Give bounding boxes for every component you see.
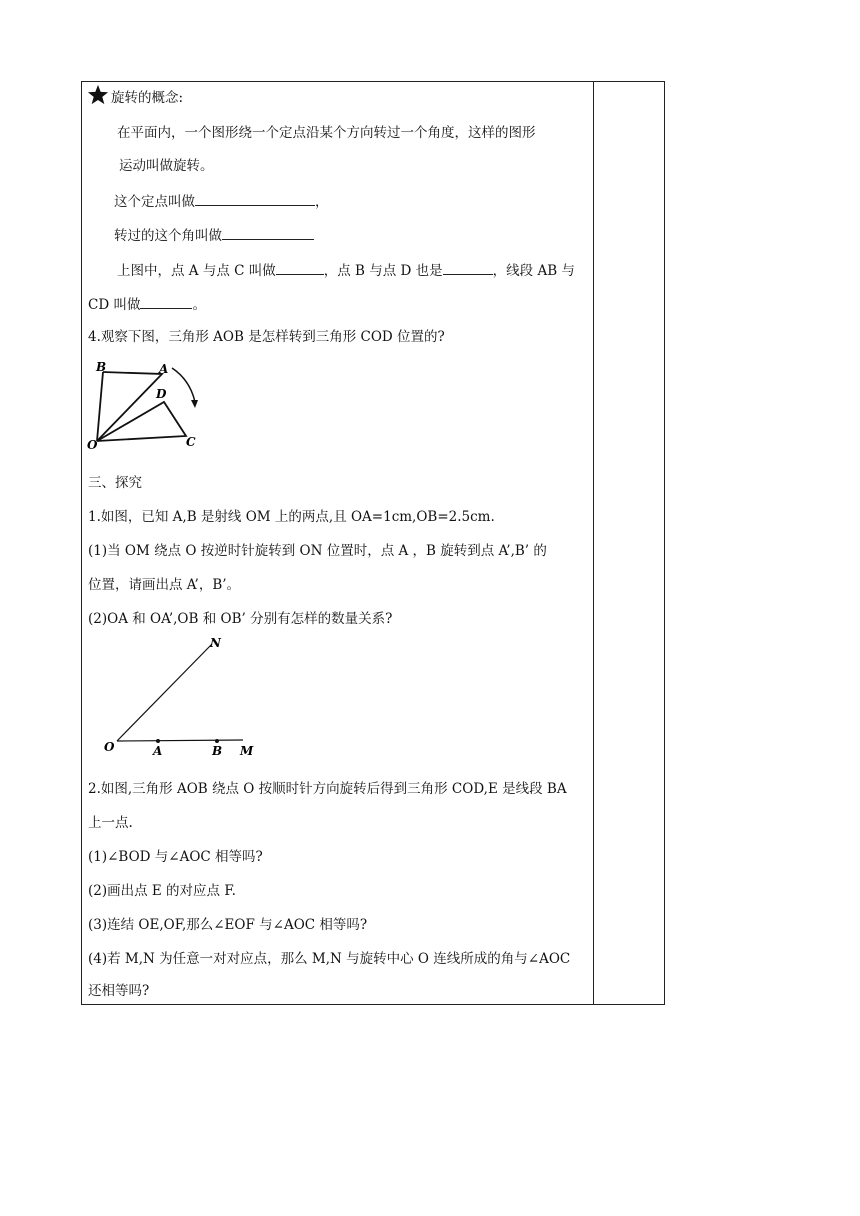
section-3-title: 三、探究 [88, 475, 142, 491]
problem-1-text: 1.如图，已知 A,B 是射线 OM 上的两点,且 OA=1cm,OB=2.5cm. [88, 509, 495, 525]
label-A-ray: A [153, 744, 163, 758]
problem-2-q1: (1)∠BOD 与∠AOC 相等吗? [88, 849, 263, 865]
concept-paragraph-2: 运动叫做旋转。 [119, 158, 214, 174]
label-N: N [210, 636, 221, 650]
fill-line-center [114, 191, 329, 211]
label-B-ray: B [212, 744, 223, 758]
fill-center-end: ， [315, 194, 329, 210]
problem-2-q3: (3)连结 OE,OF,那么∠EOF 与∠AOC 相等吗? [88, 917, 368, 933]
fill-line-segment [88, 294, 206, 314]
label-C: C [186, 435, 196, 449]
problem-2-q4-line1: (4)若 M,N 为任意一对对应点，那么 M,N 与旋转中心 O 连线所成的角与∠AOC [88, 951, 571, 967]
fill-segment-a: CD 叫做 [88, 297, 141, 313]
fill-angle-label: 转过的这个角叫做 [114, 228, 222, 244]
question-4-text: 4.观察下图，三角形 AOB 是怎样转到三角形 COD 位置的? [88, 329, 445, 345]
blank-points-ac-field[interactable] [276, 260, 324, 275]
fill-line-points [117, 260, 575, 280]
blank-segment-field[interactable] [140, 294, 192, 309]
ray-figure [100, 634, 260, 758]
concept-heading: 旋转的概念: [111, 90, 184, 106]
label-B: B [96, 360, 107, 374]
problem-2-line1: 2.如图,三角形 AOB 绕点 O 按顺时针方向旋转后得到三角形 COD,E 是线段 BA [88, 781, 567, 797]
label-D: D [156, 387, 167, 401]
label-A: A [159, 362, 169, 376]
problem-1-q1-line2: 位置，请画出点 A’，B’。 [88, 577, 241, 593]
concept-paragraph-1: 在平面内，一个图形绕一个定点沿某个方向转过一个角度，这样的图形 [117, 125, 536, 141]
blank-center-field[interactable] [195, 191, 315, 206]
fill-points-c: ，线段 AB 与 [492, 263, 575, 279]
fill-center-label: 这个定点叫做 [114, 194, 195, 210]
label-M: M [240, 744, 254, 758]
problem-1-q2: (2)OA 和 OA’,OB 和 OB’ 分别有怎样的数量关系? [88, 611, 393, 627]
column-divider [593, 82, 594, 1004]
problem-1-q1-line1: (1)当 OM 绕点 O 按逆时针旋转到 ON 位置时，点 A ，B 旋转到点 A’,B’ 的 [88, 543, 547, 559]
rotation-figure-triangles [86, 358, 216, 454]
blank-points-bd-field[interactable] [443, 260, 493, 275]
fill-segment-b: 。 [192, 297, 206, 313]
fill-line-angle [114, 225, 314, 245]
label-O-ray: O [104, 740, 115, 754]
problem-2-line2: 上一点. [88, 815, 133, 831]
label-O: O [87, 438, 98, 452]
problem-2-q4-line2: 还相等吗? [88, 983, 150, 999]
star-icon [87, 84, 109, 106]
fill-points-b: ，点 B 与点 D 也是 [323, 263, 443, 279]
problem-2-q2: (2)画出点 E 的对应点 F. [88, 883, 236, 899]
blank-angle-field[interactable] [222, 225, 314, 240]
fill-points-a: 上图中，点 A 与点 C 叫做 [117, 263, 276, 279]
